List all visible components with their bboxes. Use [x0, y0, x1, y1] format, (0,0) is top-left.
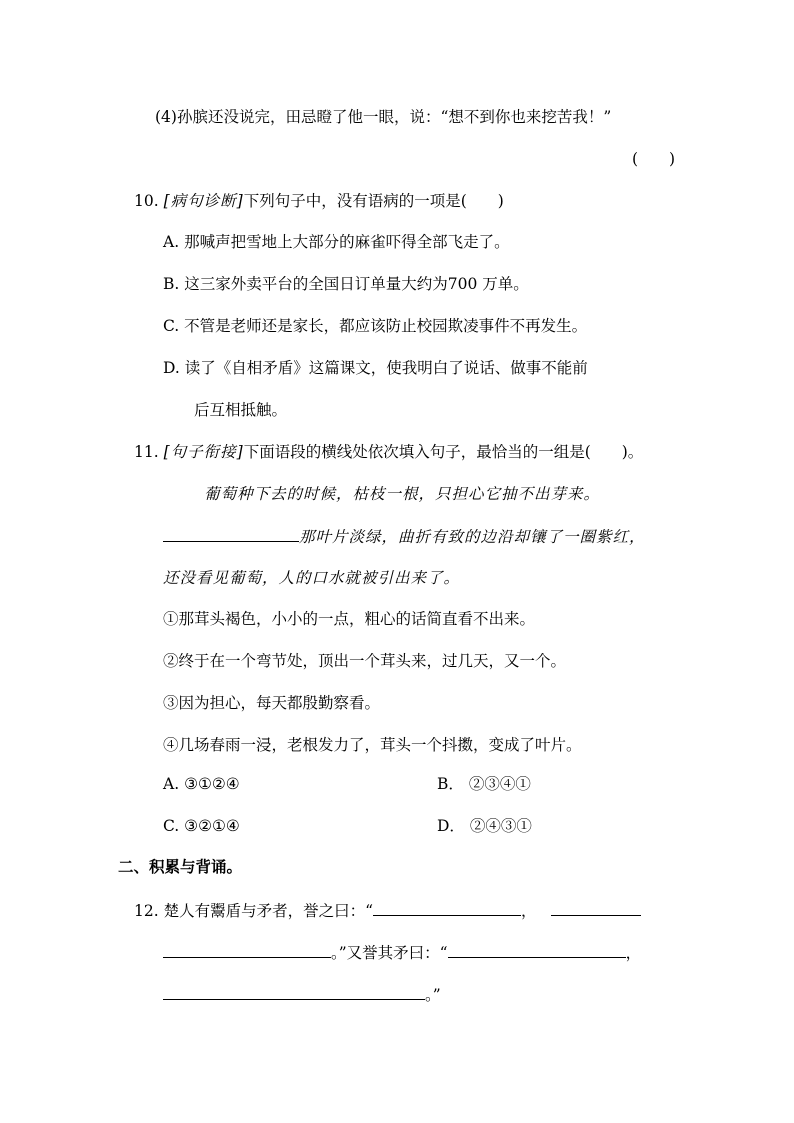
option-text: 读了《自相矛盾》这篇课文，使我明白了说话、做事不能前 — [184, 359, 588, 377]
q12-end-text: 。” — [425, 986, 441, 1004]
q10-number: 10. — [134, 192, 159, 210]
q9-item4-text: (4)孙膑还没说完，田忌瞪了他一眼，说：“想不到你也来挖苦我！” — [155, 108, 612, 126]
option-text: ②④③① — [469, 817, 532, 835]
q11-sentence-1: ①那茸头褐色，小小的一点，粗心的话简直看不出来。 — [163, 610, 536, 628]
q10-question: 下列句子中，没有语病的一项是( ) — [243, 192, 504, 210]
q10-option-a[interactable] — [163, 231, 510, 253]
q10-option-d[interactable] — [163, 357, 588, 379]
option-label: C. — [163, 817, 180, 835]
q11-sentence-4: ④几场春雨一浸，老根发力了，茸头一个抖擞，变成了叶片。 — [163, 736, 582, 754]
q10-option-c[interactable] — [163, 315, 587, 337]
section-heading: 二、积累与背诵。 — [118, 857, 243, 876]
option-text: 这三家外卖平台的全国日订单量大约为700 万单。 — [184, 275, 529, 293]
q10-option-d-continued: 后互相抵触。 — [194, 401, 288, 419]
q10-option-b[interactable] — [163, 273, 529, 295]
q12-line2 — [163, 941, 641, 964]
q12-mid-text: 。”又誉其矛曰：“ — [331, 944, 448, 962]
q12-blank-2b[interactable] — [163, 941, 331, 958]
q12-line1 — [134, 899, 641, 922]
option-text: ③②①④ — [184, 817, 240, 835]
q10-tag: [病句诊断] — [163, 192, 244, 210]
q12-blank-4[interactable] — [163, 983, 425, 1000]
q12-blank-3[interactable] — [448, 941, 626, 958]
option-label: B． — [437, 775, 464, 793]
q11-option-b[interactable] — [437, 773, 531, 795]
q11-option-d[interactable] — [437, 815, 532, 837]
option-label: B. — [163, 275, 180, 293]
q12-comma-1: ， — [521, 902, 537, 920]
q12-number: 12. — [134, 902, 159, 920]
q11-number: 11. — [134, 443, 159, 461]
option-label: A. — [163, 233, 180, 251]
q11-option-a[interactable] — [163, 773, 240, 795]
q11-sentence-3: ③因为担心，每天都殷勤察看。 — [163, 694, 381, 712]
q9-item4-answer-paren[interactable]: ( ) — [632, 150, 676, 168]
q11-passage-line2 — [163, 525, 646, 548]
option-label: C. — [163, 317, 180, 335]
q12-comma-2: ， — [625, 944, 642, 962]
q11-passage-line1: 葡萄种下去的时候，枯枝一根，只担心它抽不出芽来。 — [204, 485, 601, 503]
q12-line3 — [163, 983, 441, 1006]
option-label: D. — [163, 359, 180, 377]
option-text: 那喊声把雪地上大部分的麻雀吓得全部飞走了。 — [184, 233, 510, 251]
q12-blank-2a[interactable] — [551, 899, 641, 916]
q12-blank-1[interactable] — [373, 899, 521, 916]
option-text: ③①②④ — [184, 775, 240, 793]
option-text: 不管是老师还是家长，都应该防止校园欺凌事件不再发生。 — [184, 317, 588, 335]
q11-passage-line2-text: 那叶片淡绿，曲折有致的边沿却镶了一圈紫红， — [299, 528, 646, 546]
q11-fill-blank[interactable] — [163, 525, 299, 542]
q11-sentence-2: ②终于在一个弯节处，顶出一个茸头来，过几天，又一个。 — [163, 652, 567, 670]
q11-tag: [句子衔接] — [163, 443, 244, 461]
q10-stem — [134, 190, 504, 212]
q12-prompt: 楚人有鬻盾与矛者，誉之曰：“ — [163, 902, 374, 920]
q11-passage-line3: 还没看见葡萄，人的口水就被引出来了。 — [163, 569, 461, 587]
q11-option-c[interactable] — [163, 815, 240, 837]
q11-question: 下面语段的横线处依次填入句子，最恰当的一组是( )。 — [243, 443, 644, 461]
option-label: A. — [163, 775, 180, 793]
q11-stem — [134, 441, 643, 463]
option-text: ②③④① — [468, 775, 531, 793]
option-label: D． — [437, 817, 465, 835]
